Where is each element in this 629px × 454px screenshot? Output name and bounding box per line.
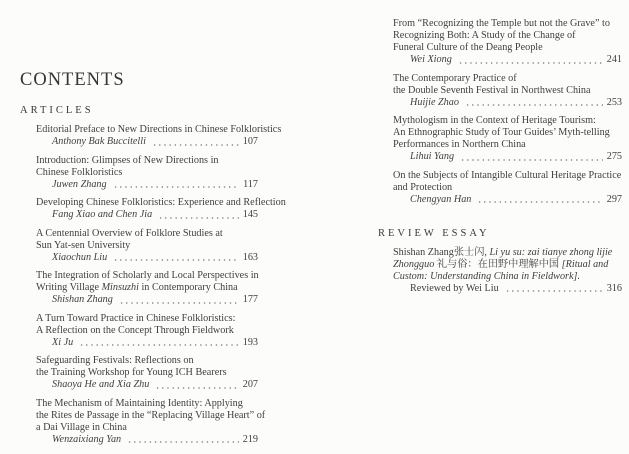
dot-leader xyxy=(505,290,603,292)
entry-page-number: 107 xyxy=(242,136,258,147)
entry-author: Anthony Bak Buccitelli xyxy=(52,136,146,147)
dot-leader xyxy=(127,441,239,443)
entry-title-line xyxy=(378,271,622,283)
entry-title-line xyxy=(378,139,622,151)
entry-leader-row xyxy=(410,151,622,163)
toc-entry xyxy=(20,398,306,446)
entry-title-line xyxy=(20,240,306,252)
entry-title-line xyxy=(20,197,306,209)
entry-leader-row xyxy=(52,252,258,264)
entry-title-line xyxy=(20,282,306,294)
entry-title-line xyxy=(378,18,622,30)
dot-leader xyxy=(155,387,238,389)
toc-entry xyxy=(378,115,622,163)
entry-page-number: 219 xyxy=(242,433,258,445)
entry-leader-row xyxy=(52,294,258,306)
dot-leader xyxy=(79,344,239,346)
entry-title-line xyxy=(20,367,306,379)
toc-entry xyxy=(20,313,306,349)
entry-title-line xyxy=(378,30,622,42)
entry-title-line xyxy=(378,42,622,54)
dot-leader xyxy=(460,159,603,161)
contents-title: CONTENTS xyxy=(20,70,125,90)
text-segment: Mythologism in the Context of Heritage Tourism: xyxy=(393,115,596,126)
right-page-column xyxy=(378,18,622,301)
entry-author: Fang Xiao and Chen Jia xyxy=(52,209,153,220)
entry-author: Shishan Zhang xyxy=(52,294,113,305)
text-segment: Safeguarding Festivals: Reflections on xyxy=(36,355,194,366)
articles-entry-list-right xyxy=(378,18,622,206)
entry-author: Shaoya He and Xia Zhu xyxy=(52,379,150,390)
italic-text-segment: Zhongguo xyxy=(393,258,435,270)
text-segment: the Double Seventh Festival in Northwest China xyxy=(393,84,591,96)
text-segment: A Centennial Overview of Folklore Studies at xyxy=(36,227,223,239)
entry-page-number: 193 xyxy=(242,336,258,348)
review-essay-entry xyxy=(378,247,622,295)
entry-leader-row xyxy=(410,283,622,295)
review-reviewer: Reviewed by Wei Liu xyxy=(410,282,499,294)
dot-leader xyxy=(458,62,603,64)
entry-page-number: 253 xyxy=(606,96,622,108)
toc-entry xyxy=(378,170,622,206)
entry-leader-row xyxy=(410,54,622,66)
entry-author: Wenzaixiang Yan xyxy=(52,433,122,445)
dot-leader xyxy=(465,104,603,106)
text-segment: Writing Village xyxy=(36,282,102,293)
entry-leader-row xyxy=(52,136,258,148)
italic-text-segment: Minsuzhi xyxy=(101,282,139,293)
italic-text-segment: Li yu su: zai tianye zhong lijie xyxy=(489,246,613,258)
entry-title-line xyxy=(20,313,306,325)
entry-leader-row xyxy=(52,209,258,221)
text-segment: Introduction: Glimpses of New Directions in xyxy=(36,154,219,166)
entry-leader-row xyxy=(410,97,622,109)
entry-title-line xyxy=(20,124,306,136)
entry-title-line xyxy=(20,422,306,434)
toc-entry xyxy=(378,73,622,109)
entry-title-line xyxy=(20,398,306,410)
entry-author: Huijie Zhao xyxy=(410,96,459,108)
entry-title-line xyxy=(20,167,306,179)
entry-page-number: 316 xyxy=(606,282,622,294)
entry-page-number: 117 xyxy=(243,178,258,190)
italic-text-segment: [Ritual and xyxy=(561,258,609,270)
entry-page-number: 241 xyxy=(606,54,622,65)
entry-author: Wei Xiong xyxy=(410,54,452,65)
text-segment: Sun Yat-sen University xyxy=(36,239,131,251)
dot-leader xyxy=(477,201,602,203)
entry-page-number: 163 xyxy=(242,251,258,263)
entry-title-line xyxy=(378,115,622,127)
entry-page-number: 275 xyxy=(606,151,622,162)
text-segment: Editorial Preface to New Directions in Chinese Folkloristics xyxy=(36,124,282,135)
text-segment: Recognizing Both: A Study of the Change of xyxy=(393,30,576,41)
entry-title-line xyxy=(20,410,306,422)
text-segment: A Turn Toward Practice in Chinese Folkloristics: xyxy=(36,312,236,324)
text-segment: Shishan Zhang张士闪, xyxy=(393,246,490,258)
text-segment: The Mechanism of Maintaining Identity: Applying xyxy=(36,397,243,409)
entry-page-number: 177 xyxy=(242,294,258,305)
entry-title-line xyxy=(20,155,306,167)
text-segment: Funeral Culture of the Deang People xyxy=(393,42,543,53)
text-segment: Chinese Folkloristics xyxy=(36,166,123,178)
toc-entry xyxy=(20,355,306,391)
text-segment: a Dai Village in China xyxy=(36,421,127,433)
text-segment: A Reflection on the Concept Through Fieldwork xyxy=(36,324,234,336)
dot-leader xyxy=(113,259,239,261)
text-segment: the Rites de Passage in the “Replacing Village Heart” of xyxy=(36,409,266,421)
entry-page-number: 145 xyxy=(242,209,258,220)
text-segment: From “Recognizing the Temple but not the Grave” to xyxy=(393,18,610,29)
text-segment: and Protection xyxy=(393,181,453,193)
entry-title-line xyxy=(20,355,306,367)
left-page-column xyxy=(20,71,306,452)
text-segment: The Contemporary Practice of xyxy=(393,72,517,84)
text-segment: in Contemporary China xyxy=(138,282,238,293)
review-essay-section-heading: REVIEW ESSAY xyxy=(378,227,490,239)
toc-entry xyxy=(378,18,622,66)
toc-entry xyxy=(20,197,306,221)
toc-entry xyxy=(20,124,306,148)
toc-entry xyxy=(20,228,306,264)
entry-author: Juwen Zhang xyxy=(52,178,107,190)
italic-text-segment: Custom: Understanding China in Fieldwork]. xyxy=(393,270,581,282)
dot-leader xyxy=(113,186,239,188)
entry-page-number: 207 xyxy=(242,379,258,390)
entry-title-line xyxy=(378,247,622,259)
toc-entry xyxy=(20,270,306,306)
entry-author: Xiaochun Liu xyxy=(52,251,108,263)
entry-author: Chengyan Han xyxy=(410,193,472,205)
text-segment: On the Subjects of Intangible Cultural Heritage Practice xyxy=(393,169,622,181)
entry-title-line xyxy=(20,325,306,337)
entry-leader-row xyxy=(52,179,258,191)
entry-leader-row xyxy=(410,194,622,206)
text-segment: 礼与俗：在田野中理解中国 xyxy=(434,258,562,270)
toc-entry xyxy=(20,155,306,191)
entry-title-line xyxy=(378,85,622,97)
entry-title-line xyxy=(378,73,622,85)
text-segment: Developing Chinese Folkloristics: Experience and Reflection xyxy=(36,197,286,208)
entry-author: Xi Ju xyxy=(52,336,74,348)
entry-title-line xyxy=(378,127,622,139)
entry-title-line xyxy=(20,270,306,282)
dot-leader xyxy=(158,217,239,219)
articles-section-heading: ARTICLES xyxy=(20,105,94,116)
entry-title-line xyxy=(378,259,622,271)
entry-title-line xyxy=(20,228,306,240)
text-segment: The Integration of Scholarly and Local Perspectives in xyxy=(36,270,259,281)
dot-leader xyxy=(152,144,239,146)
articles-entry-list-left xyxy=(20,124,306,446)
text-segment: the Training Workshop for Young ICH Bearers xyxy=(36,367,227,378)
entry-leader-row xyxy=(52,379,258,391)
dot-leader xyxy=(119,302,239,304)
entry-page-number: 297 xyxy=(606,193,622,205)
entry-title-line xyxy=(378,182,622,194)
entry-leader-row xyxy=(52,434,258,446)
text-segment: Performances in Northern China xyxy=(393,139,526,150)
entry-leader-row xyxy=(52,337,258,349)
text-segment: An Ethnographic Study of Tour Guides’ Myth-telling xyxy=(393,127,610,138)
entry-title-line xyxy=(378,170,622,182)
entry-author: Lihui Yang xyxy=(410,151,455,162)
